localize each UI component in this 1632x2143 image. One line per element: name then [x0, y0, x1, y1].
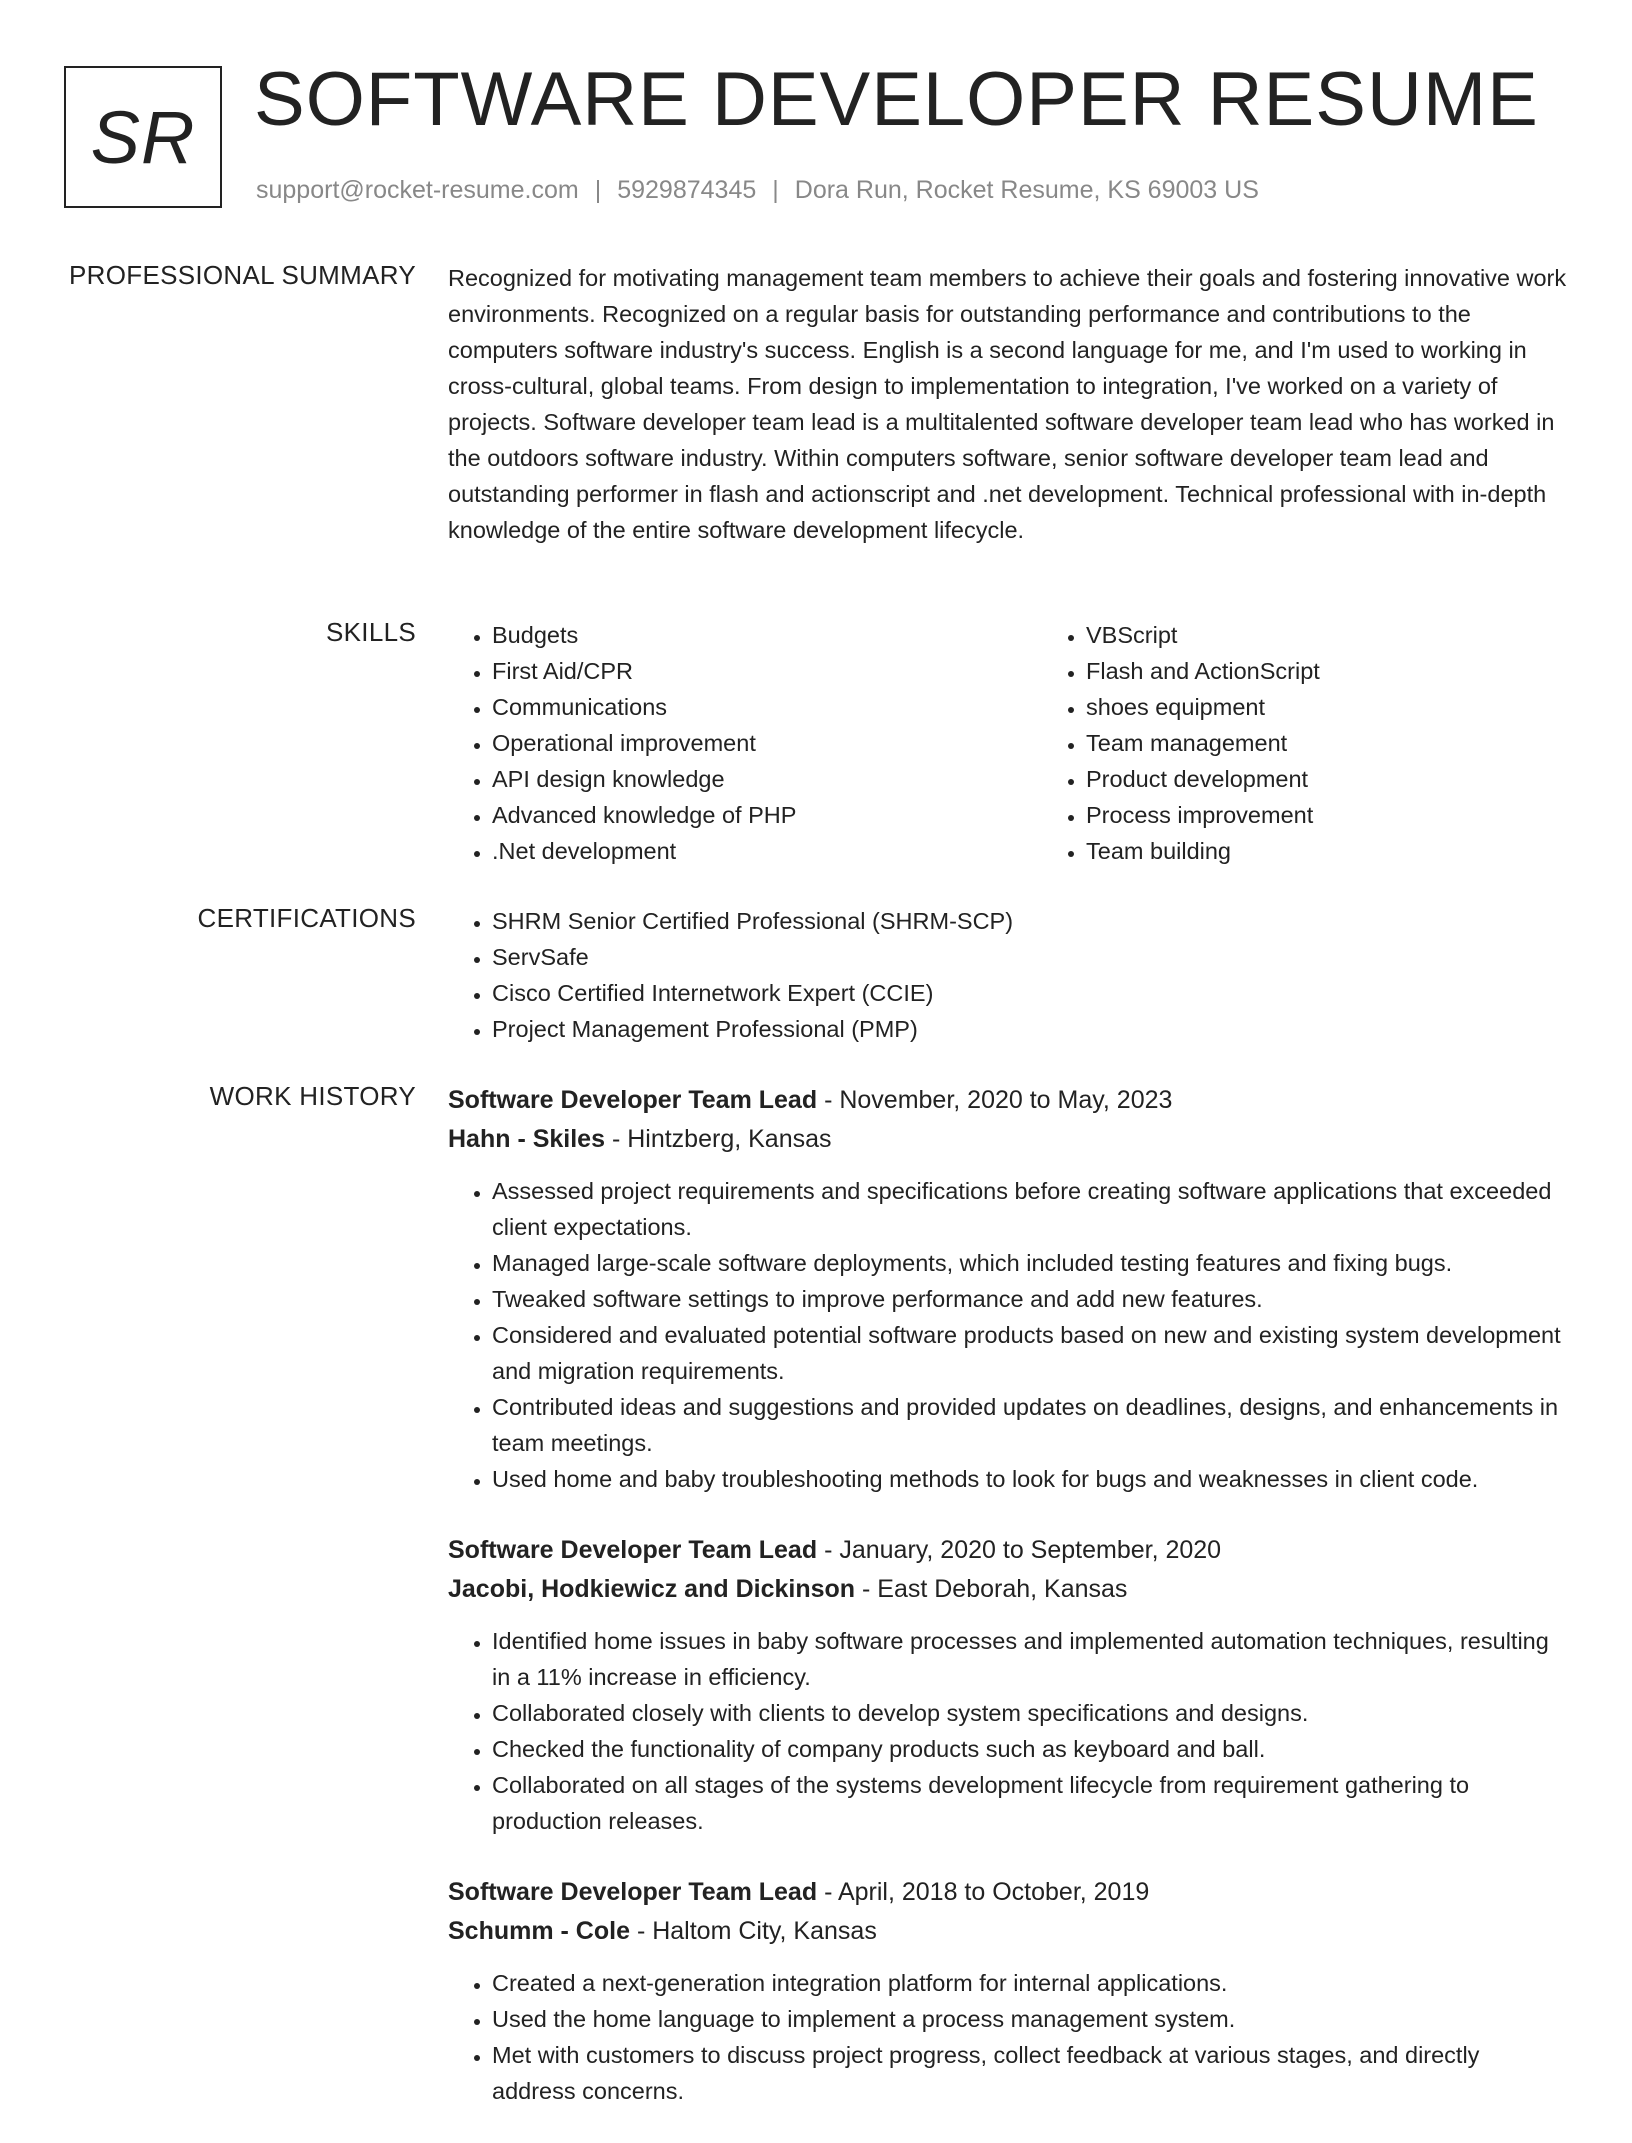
skill-item: • API design knowledge: [492, 761, 1042, 797]
contact-phone: 5929874345: [617, 176, 757, 204]
job-entry: [448, 1531, 1568, 1839]
job-dates: - November, 2020 to May, 2023: [824, 1086, 1173, 1114]
job-company: Schumm - Cole: [448, 1917, 630, 1945]
monogram-badge: SR: [64, 66, 222, 208]
skills-columns: [448, 617, 1568, 869]
job-bullet: • Contributed ideas and suggestions and provided updates on deadlines, designs, and enhancements in team meetings.: [492, 1389, 1568, 1461]
job-title-line: [448, 1873, 1568, 1912]
summary-text: Recognized for motivating management team members to achieve their goals and fostering innovative work environments. Recognized on a regular basis for outstanding performance and contributions to the computers software industry's success. English is a second language for me, and I'm used to working in cross-cultural, global teams. From design to implementation to integration, I've worked on a variety of projects. Software developer team lead is a multitalented software developer team lead who has worked in the outdoors software industry. Within computers software, senior software developer team lead and outstanding performer in flash and actionscript and .net development. Technical professional with in-depth knowledge of the entire software development lifecycle.: [448, 265, 1567, 543]
certification-item: • Project Management Professional (PMP): [492, 1011, 1568, 1047]
job-bullet: • Identified home issues in baby software processes and implemented automation techniques, resulting in a 11% increase in efficiency.: [492, 1623, 1568, 1695]
job-bullet: • Managed large-scale software deployments, which included testing features and fixing bugs.: [492, 1245, 1568, 1281]
skill-item: • Product development: [1086, 761, 1632, 797]
contact-address: Dora Run, Rocket Resume, KS 69003 US: [794, 176, 1259, 204]
skill-item: • Team building: [1086, 833, 1632, 869]
job-bullet: • Used home and baby troubleshooting methods to look for bugs and weaknesses in client code.: [492, 1461, 1568, 1497]
skill-item: • .Net development: [492, 833, 1042, 869]
section-label-summary: PROFESSIONAL SUMMARY: [69, 260, 416, 290]
job-location: - East Deborah, Kansas: [862, 1575, 1128, 1603]
certifications-body: [448, 903, 1568, 1047]
job-bullet: • Tweaked software settings to improve performance and add new features.: [492, 1281, 1568, 1317]
skill-item: • Operational improvement: [492, 725, 1042, 761]
job-bullets: [448, 1965, 1568, 2109]
contact-email: support@rocket-resume.com: [256, 176, 579, 204]
certification-item: • Cisco Certified Internetwork Expert (CCIE): [492, 975, 1568, 1011]
skill-item: • Budgets: [492, 617, 1042, 653]
skill-item: • Advanced knowledge of PHP: [492, 797, 1042, 833]
job-title-line: [448, 1081, 1568, 1120]
job-company-line: [448, 1120, 1568, 1159]
skills-list-right: [1042, 617, 1632, 869]
job-bullets: [448, 1173, 1568, 1497]
job-title: Software Developer Team Lead: [448, 1086, 818, 1114]
job-bullet: • Created a next-generation integration platform for internal applications.: [492, 1965, 1568, 2001]
certification-item: • SHRM Senior Certified Professional (SHRM-SCP): [492, 903, 1568, 939]
certification-item: • ServSafe: [492, 939, 1568, 975]
skill-item: • Team management: [1086, 725, 1632, 761]
job-dates: - April, 2018 to October, 2019: [824, 1878, 1150, 1906]
section-label-work-history: WORK HISTORY: [209, 1081, 416, 1111]
certifications-list: [448, 903, 1568, 1047]
skill-item: • VBScript: [1086, 617, 1632, 653]
skill-item: • Communications: [492, 689, 1042, 725]
skill-item: • Flash and ActionScript: [1086, 653, 1632, 689]
page-title: SOFTWARE DEVELOPER RESUME: [254, 57, 1539, 142]
job-dates: - January, 2020 to September, 2020: [824, 1536, 1222, 1564]
job-title: Software Developer Team Lead: [448, 1878, 818, 1906]
contact-separator: |: [772, 176, 779, 204]
work-history-body: [448, 1081, 1568, 2143]
contact-line: [256, 176, 1259, 205]
job-title-line: [448, 1531, 1568, 1570]
job-entry: [448, 1873, 1568, 2109]
contact-separator: |: [594, 176, 602, 204]
job-company: Jacobi, Hodkiewicz and Dickinson: [448, 1575, 856, 1603]
job-company-line: [448, 1570, 1568, 1609]
job-location: - Hintzberg, Kansas: [611, 1125, 832, 1153]
job-entry: [448, 1081, 1568, 1497]
job-bullet: • Used the home language to implement a process management system.: [492, 2001, 1568, 2037]
job-bullet: • Collaborated on all stages of the systems development lifecycle from requirement gathering to production releases.: [492, 1767, 1568, 1839]
job-company-line: [448, 1912, 1568, 1951]
job-location: - Haltom City, Kansas: [636, 1917, 877, 1945]
job-bullets: [448, 1623, 1568, 1839]
job-company: Hahn - Skiles: [448, 1125, 605, 1153]
skill-item: • Process improvement: [1086, 797, 1632, 833]
job-bullet: • Checked the functionality of company products such as keyboard and ball.: [492, 1731, 1568, 1767]
section-label-certifications: CERTIFICATIONS: [197, 903, 416, 933]
job-bullet: • Collaborated closely with clients to develop system specifications and designs.: [492, 1695, 1568, 1731]
skills-list-left: [448, 617, 1042, 869]
job-bullet: • Met with customers to discuss project progress, collect feedback at various stages, and directly address concerns.: [492, 2037, 1568, 2109]
skill-item: • First Aid/CPR: [492, 653, 1042, 689]
job-title: Software Developer Team Lead: [448, 1536, 818, 1564]
skill-item: • shoes equipment: [1086, 689, 1632, 725]
job-bullet: • Considered and evaluated potential software products based on new and existing system development and migration requirements.: [492, 1317, 1568, 1389]
section-label-skills: SKILLS: [326, 617, 416, 647]
job-bullet: • Assessed project requirements and specifications before creating software applications that exceeded client expectations.: [492, 1173, 1568, 1245]
